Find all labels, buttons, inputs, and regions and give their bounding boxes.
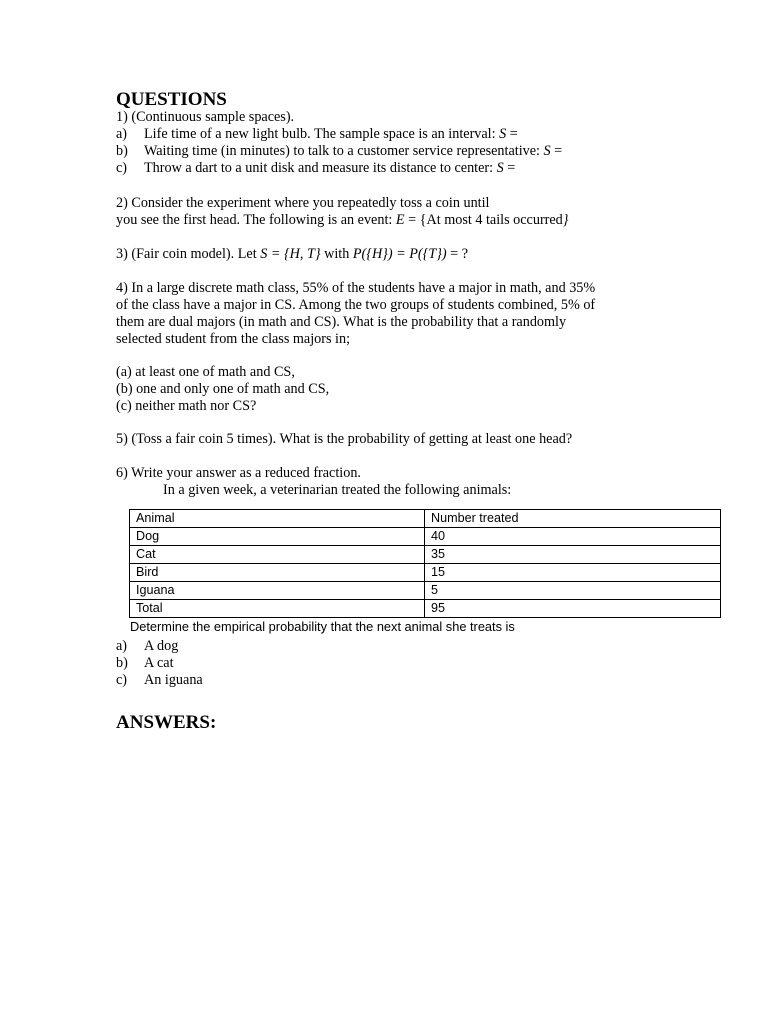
q6-subtitle: In a given week, a veterinarian treated the following animals: [163, 482, 512, 498]
q1-item-a-text: Life time of a new light bulb. The sample space is an interval: [144, 126, 500, 142]
animals-table [129, 509, 721, 618]
table-row [130, 528, 721, 546]
q4-part-b: (b) one and only one of math and CS, [116, 381, 330, 397]
q6-intro: 6) Write your answer as a reduced fraction. [116, 465, 361, 481]
table-header-number: Number treated [425, 510, 721, 528]
q5-line: 5) (Toss a fair coin 5 times). What is the probability of getting at least one head? [116, 431, 573, 447]
q2-line2-event: At most 4 tails occurred [426, 212, 563, 228]
q3-expr: P({H}) = P({T}) [352, 246, 447, 262]
table-cell-number: 5 [425, 582, 721, 600]
q4-line-2: of the class have a major in CS. Among the two groups of students combined, 5% of [116, 297, 596, 313]
q3-pre: 3) (Fair coin model). Let [116, 246, 261, 262]
table-cell-number: 95 [425, 600, 721, 618]
table-row [130, 564, 721, 582]
q2-line2-var: E [395, 212, 405, 228]
q1-intro: 1) (Continuous sample spaces). [116, 109, 295, 125]
table-row [130, 546, 721, 564]
q2-line2-end: } [562, 212, 569, 228]
q6-item-b-tag: b) [116, 655, 128, 671]
q6-item-a-text: A dog [144, 638, 179, 654]
q4-part-a: (a) at least one of math and CS, [116, 364, 295, 380]
table-row [130, 600, 721, 618]
q1-item-b-tail: = [550, 143, 563, 159]
table-cell-number: 15 [425, 564, 721, 582]
table-cell-animal: Total [130, 600, 425, 618]
q6-item-c-text: An iguana [144, 672, 203, 688]
q1-item-c-tail: = [503, 160, 516, 176]
q2-line2-text: you see the first head. The following is an event: [116, 212, 396, 228]
q3-line [116, 246, 468, 263]
q6-caption: Determine the empirical probability that the next animal she treats is [130, 619, 515, 634]
q1-item-b-tag: b) [116, 143, 128, 159]
table-header-row [130, 510, 721, 528]
q4-line-3: them are dual majors (in math and CS). What is the probability that a randomly [116, 314, 567, 330]
questions-heading: QUESTIONS [116, 89, 227, 110]
table-cell-animal: Cat [130, 546, 425, 564]
q3-set: S = {H, T} [260, 246, 321, 262]
table-cell-animal: Iguana [130, 582, 425, 600]
q3-mid: with [320, 246, 353, 262]
q6-item-b-text: A cat [144, 655, 174, 671]
q2-line1: 2) Consider the experiment where you repeatedly toss a coin until [116, 195, 490, 211]
q3-end: = ? [446, 246, 469, 262]
q2-line2-mid: = { [404, 212, 427, 228]
table-cell-animal: Bird [130, 564, 425, 582]
answers-heading: ANSWERS: [116, 712, 217, 733]
q6-item-a-tag: a) [116, 638, 128, 654]
q1-item-c-var: S [496, 160, 504, 176]
table-cell-number: 40 [425, 528, 721, 546]
q1-item-a-tail: = [506, 126, 518, 142]
q1-item-b-var: S [543, 143, 551, 159]
table-header-animal: Animal [130, 510, 425, 528]
q1-item-a-tag: a) [116, 126, 128, 142]
q4-line-1: 4) In a large discrete math class, 55% of the students have a major in math, and 35% [116, 280, 596, 296]
q1-item-a-var: S [499, 126, 507, 142]
q1-item-c-text: Throw a dart to a unit disk and measure its distance to center: [144, 160, 497, 176]
q1-item-c-tag: c) [116, 160, 128, 176]
q4-part-c: (c) neither math nor CS? [116, 398, 257, 414]
table-cell-animal: Dog [130, 528, 425, 546]
q6-item-c-tag: c) [116, 672, 128, 688]
q4-line-4: selected student from the class majors in; [116, 331, 351, 347]
table-row [130, 582, 721, 600]
table-cell-number: 35 [425, 546, 721, 564]
q1-item-b-text: Waiting time (in minutes) to talk to a customer service representative: [144, 143, 544, 159]
q2-line2 [116, 212, 568, 229]
